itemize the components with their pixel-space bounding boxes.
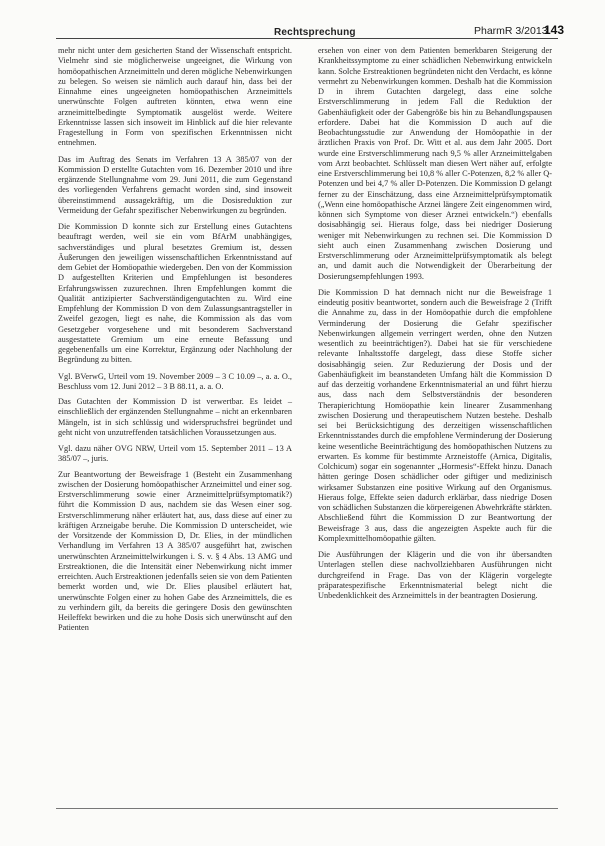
paragraph: Die Kommission D hat demnach nicht nur die Beweisfrage 1 eindeutig positiv beantwortet, sondern auch die Beweisfrage 2 (Trifft die Annahme zu, dass in der Homöopathie durch die empfohlene Verminderung der Dosierung die Gefahr spezifischer Nebenwirkungen allgemein verringert werden, ohne den Nutzen wesentlich zu beeinträchtigen?). Dabei hat sie für verschiedene relevante Inhaltsstoffe dargelegt, dass diese Stoffe sicher dosisabhängig seien. Zur Reduzierung der Dosis und der Gabenhäufigkeit im beanstandeten Umfang hält die Kommission D auf das derzeitig vorhandene Erkenntnismaterial an und führt hierzu aus, dass nach dem Selbstverständnis der besonderen Therapierichtung Homöopathie kein linearer Zusammenhang zwischen Dosierung und therapeutischem Nutzen bestehe. Deshalb sei bei Berücksichtigung des derzeitigen wissenschaftlichen Erkenntnisstandes durch die empfohlene Verminderung der Dosierung keine wesentliche Beeinträchtigung des homöopathischen Nutzens zu erwarten. Es komme für bestimmte Arzneistoffe (Arnica, Digitalis, Colchicum) sogar ein sogenannter „Hormesis“-Effekt hinzu. Danach hätten geringe Dosen schädlicher oder giftiger und medizinisch wirksamer Substanzen eine positive Wirkung auf den Organismus. Hieraus folge, Effekte seien dadurch erklärbar, dass niedrige Dosen von schädlichen Substanzen die körpereigenen Abwehrkräfte stärkten. Abschließend führt die Kommission D zur Beantwortung der Beweisfrage 3 aus, dass die angezeigten Aspekte auch für die Komplexmittelhomöopathie gälten. [318,287,552,543]
left-column [58,46,292,640]
header-rule [56,38,558,39]
journal-reference: PharmR 3/2013 [474,25,548,37]
citation: Vgl. dazu näher OVG NRW, Urteil vom 15. September 2011 – 13 A 385/07 –, juris. [58,444,292,464]
paragraph: ersehen von einer von dem Patienten bemerkbaren Steigerung der Krankheitssymptome zu einer schädlichen Nebenwirkung entwickeln kann. Solche Erstreaktionen begründeten nicht den Verdacht, es könne vermehrt zu Nebenwirkungen kommen. Deshalb hat die Kommission D in ihrem Gutachten dargelegt, dass eine solche Erstverschlimmerung in jedem Fall die Reduktion der Gabenhäufigkeit oder der Gabengröße bis hin zu Behandlungspausen erfordere. Dabei hat die Kommission D auch auf die Beobachtungsstudie zur Anwendung der Homöopathie in der ärztlichen Praxis von Prof. Dr. Witt et al. aus dem Jahr 2005. Dort wurde eine Erstverschlimmerung nach 9,5 % aller Arzneimittelgaben vom Arzt beobachtet. Schlüsselt man diesen Wert näher auf, erfolgte eine Erstverschlimmerung bei 10,8 % aller C-Potenzen, 8,2 % aller Q-Potenzen und bei 4,7 % aller D-Potenzen. Die Kommission D gelangt ferner zu der Einschätzung, dass eine Arzneimittelprüfsymptomatik („Wenn eine homöopathische Arznei längere Zeit eingenommen wird, können sich Symptome von dieser Arznei entwickeln.“) ebenfalls dosisabhängig sei. Hieraus folge, dass bei niedriger Dosierung weniger mit Nebenwirkungen zu rechnen sei. Die Kommission D sieht auch einen Zusammenhang zwischen Dosierung und Erstverschlimmerung oder Arzneimittelprüfsymptomatik als belegt an, und damit auch die Notwendigkeit der Überarbeitung der Dosierungsempfehlungen 1993. [318,46,552,281]
paragraph: Das Gutachten der Kommission D ist verwertbar. Es leidet – einschließlich der ergänzenden Stellungnahme – nicht an erkennbaren Mängeln, ist in sich schlüssig und widerspruchsfrei begründet und geht nicht von unzutreffenden tatsächlichen Voraussetzungen aus. [58,397,292,437]
right-column [318,46,552,607]
section-heading: Rechtsprechung [274,27,356,38]
paragraph: Das im Auftrag des Senats im Verfahren 13 A 385/07 von der Kommission D erstellte Gutachten vom 16. Dezember 2010 und ihre ergänzende Stellungnahme vom 29. Juni 2011, die zum Gegenstand des vorliegenden Verfahrens gemacht worden sind, sind insoweit übereinstimmend aussagekräftig, um die Dosisreduktion zur Vermeidung der Gefahr spezifischer Nebenwirkungen zu begründen. [58,154,292,215]
paragraph: Die Kommission D konnte sich zur Erstellung eines Gutachtens beauftragt werden, weil sie ein vom BfArM unabhängiges, sachverständiges und plural besetztes Gremium ist, dessen Äußerungen den jeweiligen wissenschaftlichen Erkenntnisstand auf dem Gebiet der Homöopathie wiedergeben. Den von der Kommission D aufgestellten Kriterien und Empfehlungen ist besonderes Erfahrungswissen zuzurechnen. Ihren Empfehlungen kommt die Qualität antizipierter Sachverständigengutachten zu. Wird eine Empfehlung der Kommission D von dem Zulassungsantragsteller in Zweifel gezogen, liegt es nahe, die Kommission als das vom Gesetzgeber vorgesehene und mit besonderem Sachverstand ausgestattete Gremium um eine erneute Befassung und gegebenenfalls um eine Korrektur, Ergänzung oder Nachholung der Begründung zu bitten. [58,222,292,365]
page-number: 143 [544,23,565,37]
citation: Vgl. BVerwG, Urteil vom 19. November 2009 – 3 C 10.09 –, a. a. O., Beschluss vom 12. Juni 2012 – 3 B 88.11, a. a. O. [58,371,292,391]
footer-rule [56,808,558,809]
paragraph: Zur Beantwortung der Beweisfrage 1 (Besteht ein Zusammenhang zwischen der Dosierung homöopathischer Arzneimittel und einer sog. Erstverschlimmerung sowie einer Arzneimittelprüfsymptomatik?) führt die Kommission D aus, nachdem sie das Wesen einer sog. Erstverschlimmerung näher erläutert hat, aus, dass diese auf einer zu kräftigen Arzneigabe beruhe. Die Kommission D unterscheidet, wie der Vorsitzende der Kommission D, Dr. Elies, in der mündlichen Verhandlung im Verfahren 13 A 385/07 ausgeführt hat, zwischen unerwünschten Arzneimittelwirkungen i. S. v. § 4 Abs. 13 AMG und Erstreaktionen, die die Intensität einer Nebenwirkung nicht immer erreichten. Auch Erstreaktionen jedenfalls seien sie von dem Patienten bemerkt worden und, wie Dr. Elies plausibel erläutert hat, unerwünschte Folgen einer zu hohen Gabe des Arzneimittels, die es zu verhindern gilt, da bereits die geringere Dosis den gewünschten Heileffekt bewirken und die zu hohe Dosis sich unerwünscht auf den Patienten [58,469,292,633]
paragraph: Die Ausführungen der Klägerin und die von ihr übersandten Unterlagen stellen diese nachvollziehbaren Ausführungen nicht durchgreifend in Frage. Das von der Klägerin vorgelegte präparatespezifische Erkenntnismaterial belegt nicht die Unbedenklichkeit des Arzneimittels in der beantragten Dosierung. [318,550,552,600]
paragraph: mehr nicht unter dem gesicherten Stand der Wissenschaft entspricht. Vielmehr sind sie möglicherweise ungeeignet, die Wirkung von homöopathischen Arzneimitteln und deren mögliche Nebenwirkungen zu belegen. So weisen sie nämlich auch darauf hin, dass bei der Einnahme eines ungeeigneten homöopathischen Arzneimittels unerwünschte Folgen auftreten könnten, etwa wenn eine arzneimittelbedingte Symptomatik ausgelöst werde. Weitere Erkenntnisse lassen sich insoweit im Hinblick auf die hier relevante Fragestellung in Form von spezifischen Erkenntnissen nicht entnehmen. [58,46,292,148]
